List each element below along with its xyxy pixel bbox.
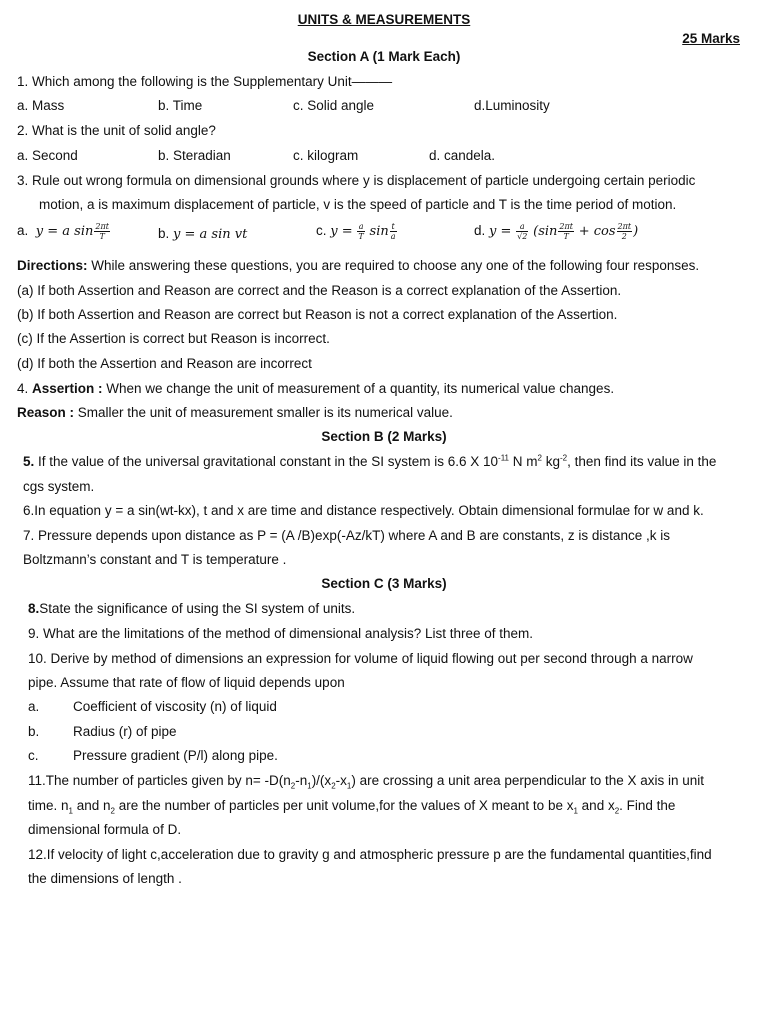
question-9: 9. What are the limitations of the method of dimensional analysis? List three of them.	[28, 626, 534, 641]
question-5-line-2: cgs system.	[23, 479, 95, 494]
q3-option-b: b. y = a sin vt	[158, 226, 248, 242]
question-3-line-2: motion, a is maximum displacement of particle, v is the speed of particle and T is the time period of motion.	[39, 197, 677, 212]
question-7-line-1: 7. Pressure depends upon distance as P = (A /B)exp(-Az/kT) where A and B are constants, z is distance ,k is	[23, 528, 670, 543]
q10-item-c-text: Pressure gradient (P/l) along pipe.	[73, 748, 278, 763]
directions: Directions: While answering these questions, you are required to choose any one of the following four responses.	[17, 258, 700, 273]
section-b-heading: Section B (2 Marks)	[321, 429, 447, 444]
q1-option-c: c. Solid angle	[293, 98, 375, 113]
q10-item-a-text: Coefficient of viscosity (n) of liquid	[73, 699, 277, 714]
question-6: 6.In equation y = a sin(wt-kx), t and x are time and distance respectively. Obtain dimensional formulae for w and k.	[23, 503, 704, 518]
question-1: 1. Which among the following is the Supplementary Unit———	[17, 74, 393, 89]
q3-option-a: a. y = a sin $\frac{2\pi t}{T}$	[17, 222, 109, 241]
question-11-line-3: dimensional formula of D.	[28, 822, 182, 837]
question-12-line-1: 12.If velocity of light c,acceleration due to gravity g and atmospheric pressure p are the fundamental quantities,find	[28, 847, 712, 862]
q2-option-a: a. Second	[17, 148, 78, 163]
question-11-line-2: time. $n_1$ and $n_2$ are the number of particles per unit volume,for the values of X meant to be $x_1$ and $x_2$. Find the	[28, 798, 676, 816]
q1-option-d: d.Luminosity	[474, 98, 550, 113]
question-10-line-2: pipe. Assume that rate of flow of liquid depends upon	[28, 675, 345, 690]
question-10-line-1: 10. Derive by method of dimensions an expression for volume of liquid flowing out per second through a narrow	[28, 651, 693, 666]
q2-option-b: b. Steradian	[158, 148, 231, 163]
q1-option-a: a. Mass	[17, 98, 65, 113]
q10-item-a-label: a.	[28, 699, 40, 714]
q3-option-c: c. y = $\frac{a}{T}$ sin $\frac{t}{a}$	[316, 222, 396, 241]
question-3-line-1: 3. Rule out wrong formula on dimensional grounds where y is displacement of particle undergoing certain periodic	[17, 173, 696, 188]
section-c-heading: Section C (3 Marks)	[321, 576, 447, 591]
q2-option-d: d. candela.	[429, 148, 496, 163]
page-title: UNITS & MEASUREMENTS	[297, 12, 471, 27]
direction-d: (d) If both the Assertion and Reason are incorrect	[17, 356, 312, 371]
question-2: 2. What is the unit of solid angle?	[17, 123, 216, 138]
question-5-line-1: 5. If the value of the universal gravitational constant in the SI system is 6.6 X $10^{-11}$ N $m^2$ $kg^{-2}$, then find its value in the	[23, 453, 717, 469]
total-marks: 25 Marks	[682, 31, 740, 46]
question-11-line-1: 11.The number of particles given by $n= -D(n_2-n_1)/(x_2-x_1)$ are crossing a unit area perpendicular to the X axis in unit	[28, 773, 705, 791]
question-7-line-2: Boltzmann’s constant and T is temperature .	[23, 552, 287, 567]
q1-option-b: b. Time	[158, 98, 203, 113]
question-4-assertion: 4. Assertion : When we change the unit of measurement of a quantity, its numerical value changes.	[17, 381, 615, 396]
q10-item-c-label: c.	[28, 748, 39, 763]
question-8: 8.State the significance of using the SI system of units.	[28, 601, 356, 616]
direction-b: (b) If both Assertion and Reason are correct but Reason is not a correct explanation of the Assertion.	[17, 307, 618, 322]
question-4-reason: Reason : Smaller the unit of measurement smaller is its numerical value.	[17, 405, 453, 420]
direction-c: (c) If the Assertion is correct but Reason is incorrect.	[17, 331, 330, 346]
direction-a: (a) If both Assertion and Reason are correct and the Reason is a correct explanation of the Assertion.	[17, 283, 622, 298]
q10-item-b-label: b.	[28, 724, 40, 739]
q2-option-c: c. kilogram	[293, 148, 359, 163]
q3-option-d: d. y = $\frac{a}{√2}$ (sin $\frac{2\pi t}{T}$ + cos $\frac{2\pi t}{2}$ )	[474, 222, 639, 241]
section-a-heading: Section A (1 Mark Each)	[307, 49, 461, 64]
question-12-line-2: the dimensions of length .	[28, 871, 182, 886]
q10-item-b-text: Radius (r) of pipe	[73, 724, 177, 739]
